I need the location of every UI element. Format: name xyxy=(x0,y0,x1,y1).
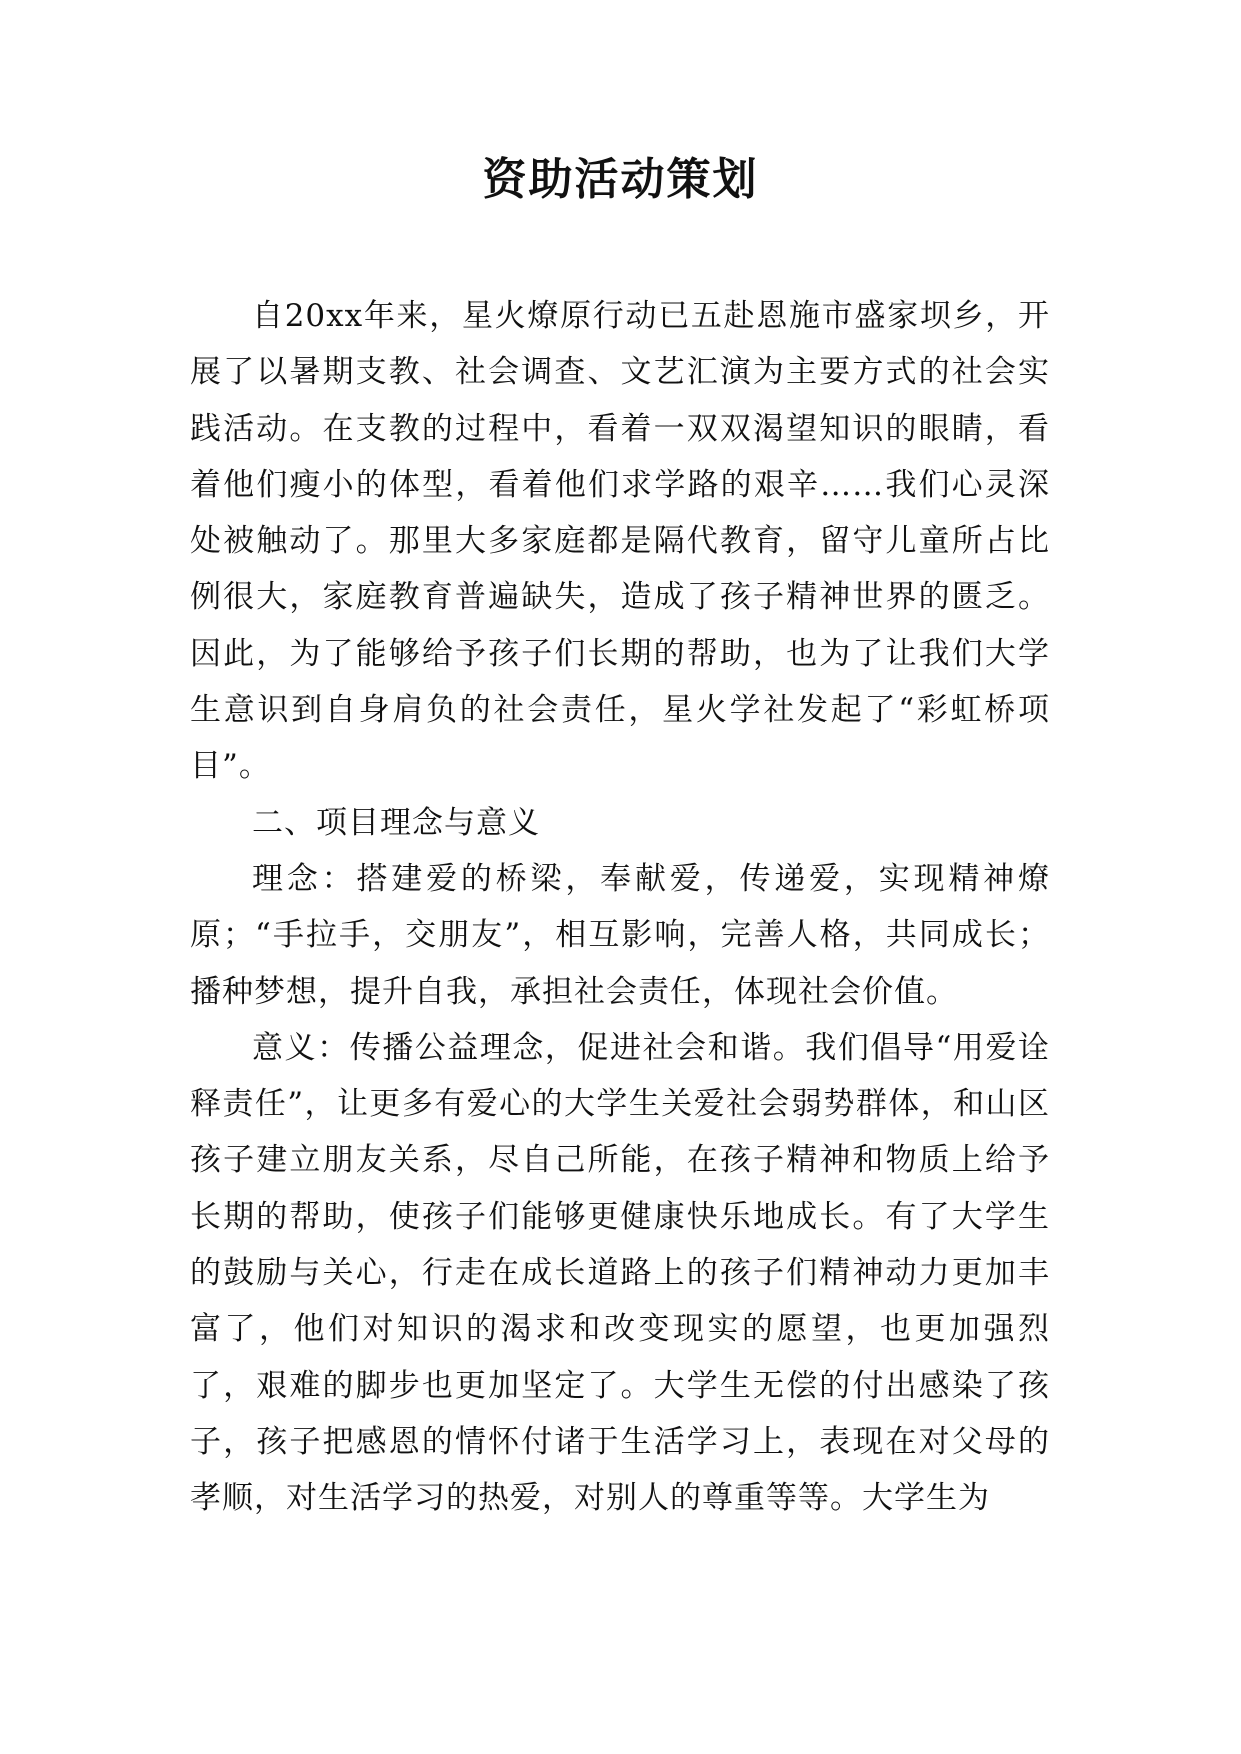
document-title: 资助活动策划 xyxy=(482,154,759,205)
paragraph-significance: 意义：传播公益理念，促进社会和谐。我们倡导“用爱诠释责任”，让更多有爱心的大学生关爱社会弱势群体，和山区孩子建立朋友关系，尽自己所能，在孩子精神和物质上给予长期的帮助，使孩子们能够更健康快乐地成长。有了大学生的鼓励与关心，行走在成长道路上的孩子们精神动力更加丰富了，他们对知识的渴求和改变现实的愿望，也更加强烈了，艰难的脚步也更加坚定了。大学生无偿的付出感染了孩子，孩子把感恩的情怀付诸于生活学习上，表现在对父母的孝顺，对生活学习的热爱，对别人的尊重等等。大学生为 xyxy=(190,1029,1050,1517)
section-heading: 二、项目理念与意义 xyxy=(252,804,540,841)
paragraph-intro: 自20xx年来，星火燎原行动已五赴恩施市盛家坝乡，开展了以暑期支教、社会调查、文艺汇演为主要方式的社会实践活动。在支教的过程中，看着一双双渴望知识的眼睛，看着他们瘦小的体型，看着他们求学路的艰辛……我们心灵深处被触动了。那里大多家庭都是隔代教育，留守儿童所占比例很大，家庭教育普遍缺失，造成了孩子精神世界的匮乏。因此，为了能够给予孩子们长期的帮助，也为了让我们大学生意识到自身肩负的社会责任，星火学社发起了“彩虹桥项目”。 xyxy=(190,298,1050,785)
document-body xyxy=(190,288,1050,1527)
paragraph-concept: 理念：搭建爱的桥梁，奉献爱，传递爱，实现精神燎原；“手拉手，交朋友”，相互影响，完善人格，共同成长；播种梦想，提升自我，承担社会责任，体现社会价值。 xyxy=(190,860,1050,1010)
